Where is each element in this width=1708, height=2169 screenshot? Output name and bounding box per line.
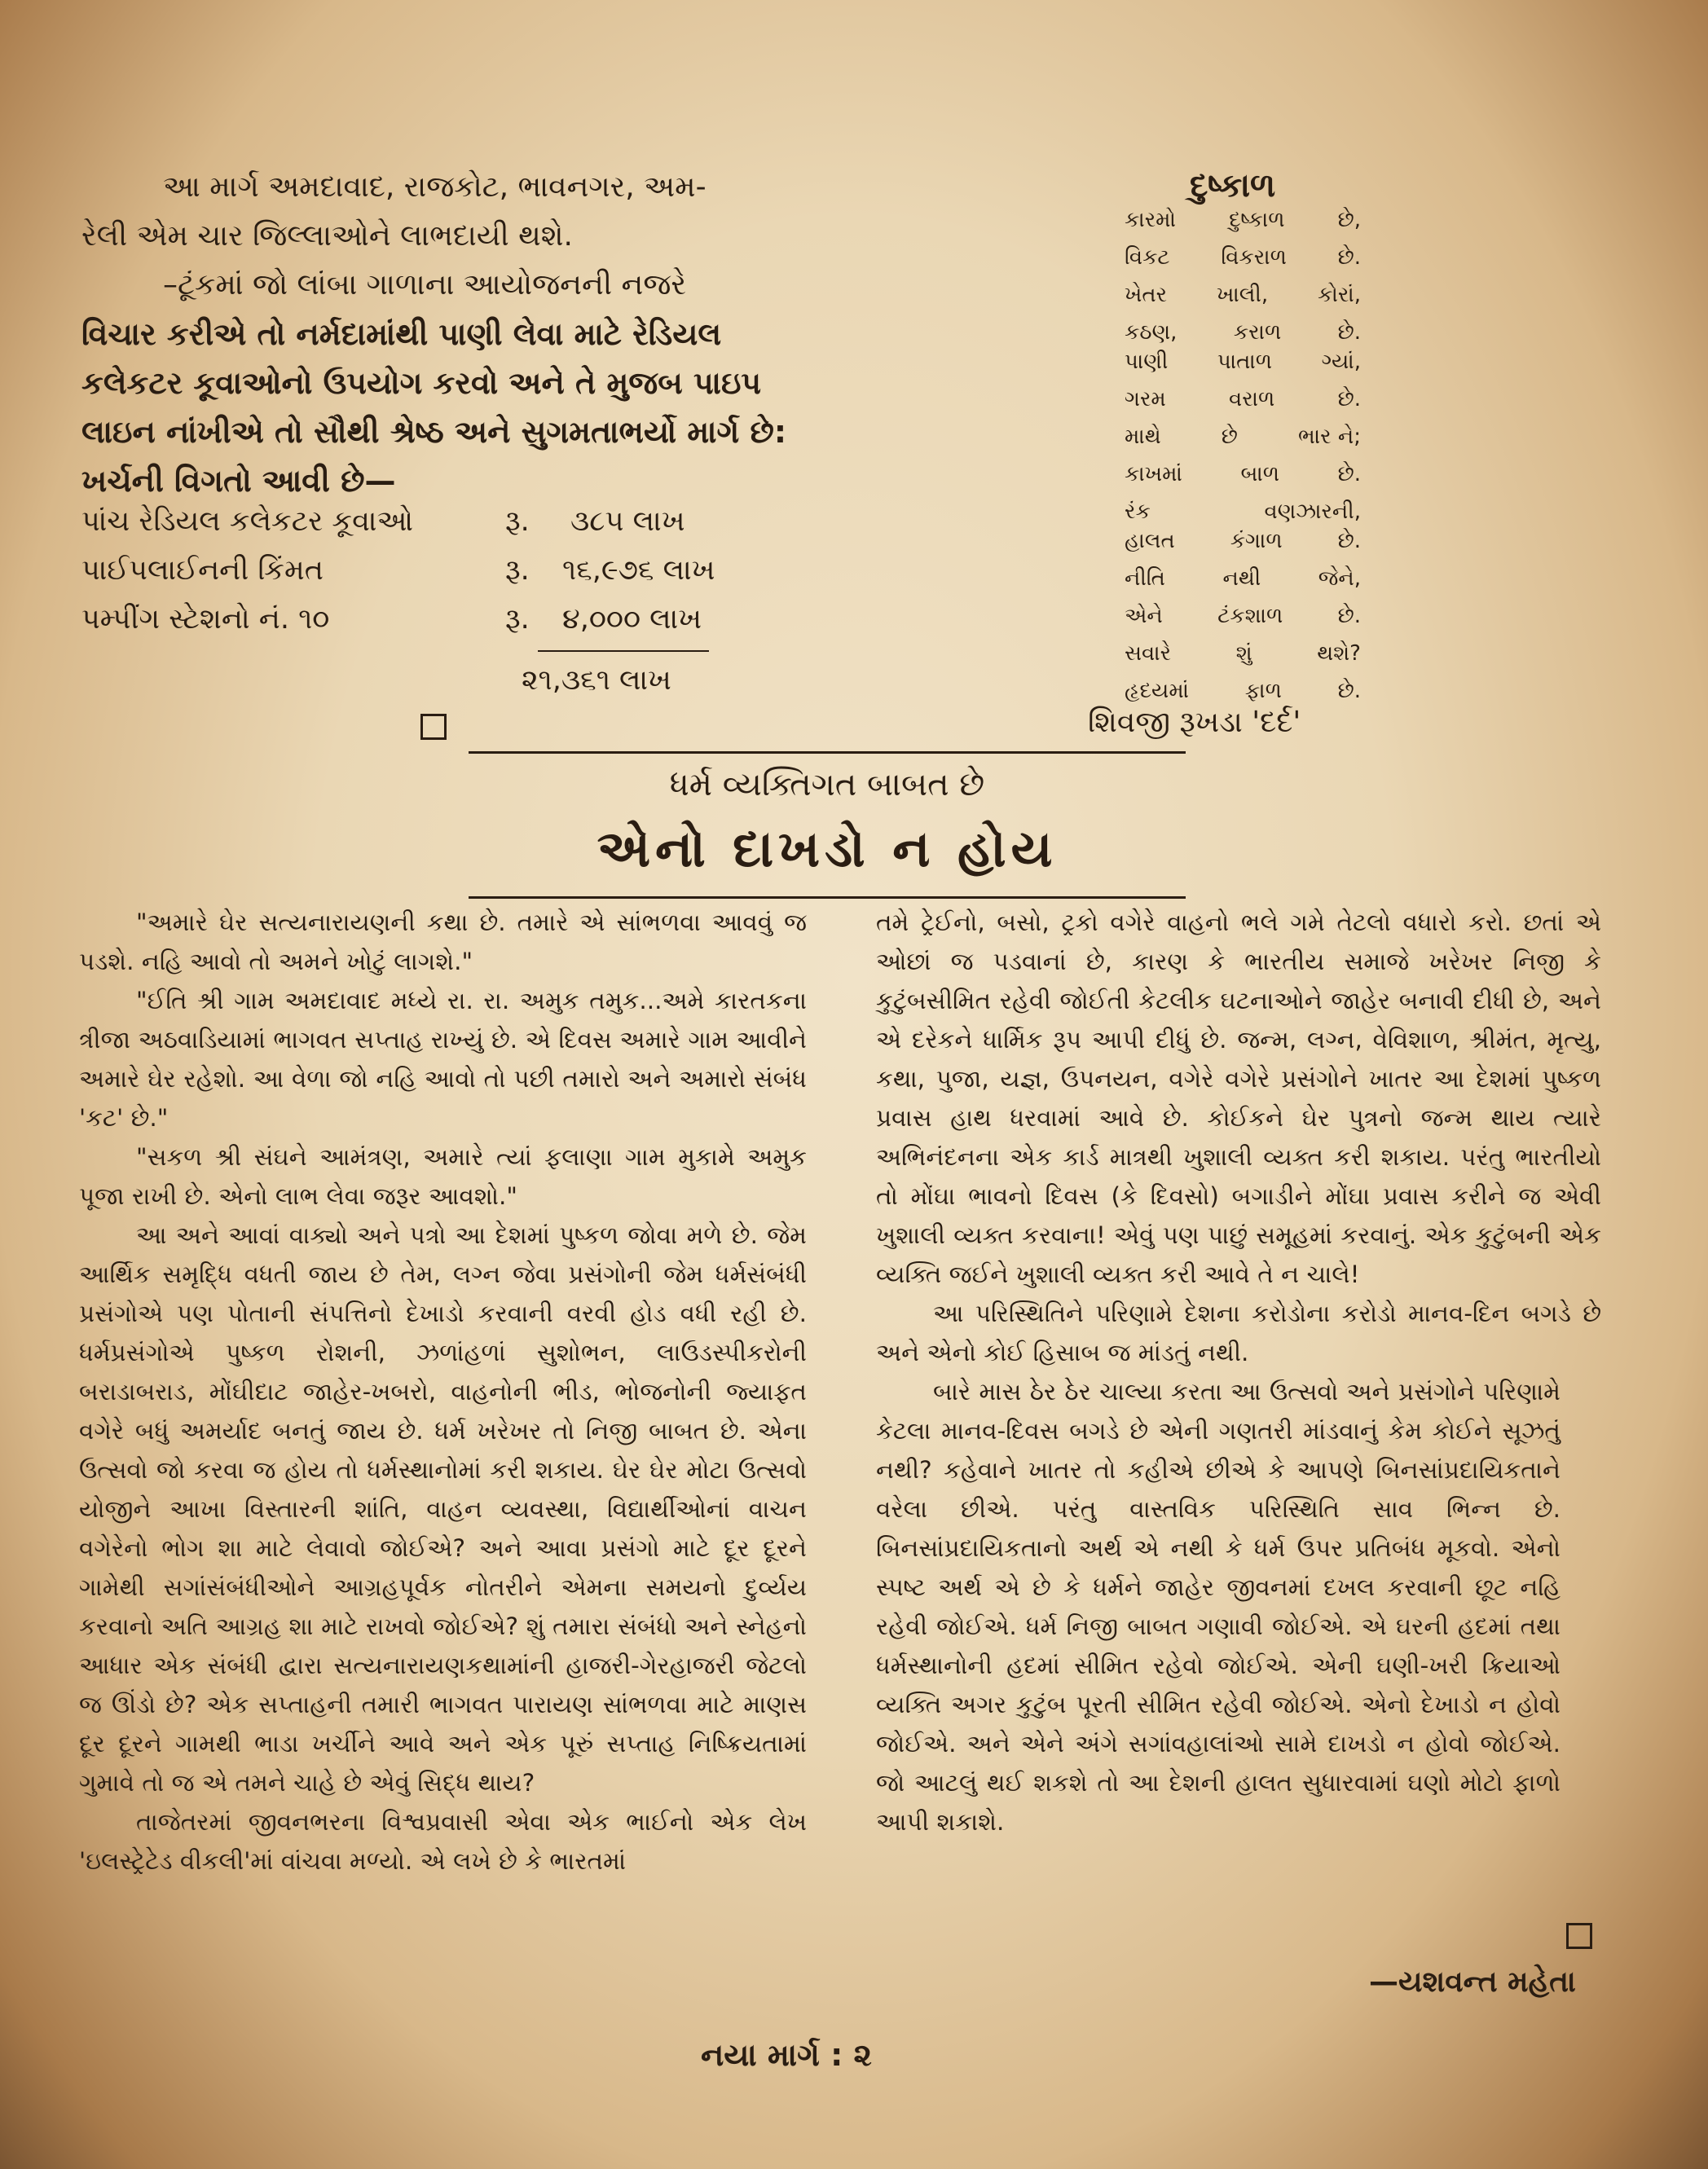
poem-line: સવારે શું થશે?	[1125, 641, 1361, 666]
paragraph: તમે ટ્રેઈનો, બસો, ટ્રકો વગેરે વાહનો ભલે ગમે તેટલો વધારો કરો. છતાં એ ઓછાં જ પડવાનાં છે, કારણ કે ભારતીય સમાજે ખરેખર નિજી કે કુટુંબસીમિત રહેવી જોઈતી કેટલીક ઘટનાઓને જાહેર બનાવી દીધી છે, અને એ દરેકને ધાર્મિક રૂપ આપી દીધું છે. જન્મ, લગ્ન, વેવિશાળ, શ્રીમંત, મૃત્યુ, કથા, પુજા, યજ્ઞ, ઉપનયન, વગેરે વગેરે પ્રસંગોને ખાતર આ દેશમાં પુષ્કળ પ્રવાસ હાથ ધરવામાં આવે છે. કોઈકને ઘેર પુત્રનો જન્મ થાય ત્યારે અભિનંદનના એક કાર્ડ માત્રથી ખુશાલી વ્યક્ત કરી શકાય. પરંતુ ભારતીયો તો મોંઘા ભાવનો દિવસ (કે દિવસો) બગાડીને મોંઘા પ્રવાસ કરીને જ એવી ખુશાલી વ્યક્ત કરવાના! એવું પણ પાછું સમૂહમાં કરવાનું. એક કુટુંબની એક વ્યક્તિ જઈને ખુશાલી વ્યક્ત કરી આવે તે ન ચાલે!	[876, 909, 1601, 1288]
paragraph: "સકળ શ્રી સંઘને આમંત્રણ, અમારે ત્યાં ફલાણા ગામ મુકામે અમુક પૂજા રાખી છે. એનો લાભ લેવા જરૂર આવશો."	[79, 1143, 807, 1210]
cost-total-row	[522, 664, 671, 697]
poem-line: કાખમાં બાળ છે.	[1125, 462, 1361, 486]
end-mark-box	[1566, 1923, 1592, 1949]
poem-line: પાણી પાતાળ ગ્યાં,	[1125, 350, 1361, 374]
article-title: એનો દાખડો ન હોય	[596, 819, 1058, 878]
cost-table	[81, 505, 733, 701]
cost-label: પાઈપલાઈનની કિંમત	[81, 554, 324, 587]
poem-line: કઠણ, કરાળ છે.	[1125, 320, 1361, 345]
paragraph: તાજેતરમાં જીવનભરના વિશ્વપ્રવાસી એવા એક ભાઈનો એક લેખ 'ઇલસ્ટ્રેટેડ વીકલી'માં વાંચવા મળ્યો. એ લખે છે કે ભારતમાં	[79, 1808, 807, 1875]
cost-value: ૩૮૫ લાખ	[570, 505, 685, 538]
poem-line: ખેતર ખાલી, કોરાં,	[1125, 283, 1361, 307]
poem-line: રંક વણઝારની,	[1125, 499, 1361, 524]
poem-author: શિવજી રૂખડા 'દર્દ'	[1088, 706, 1301, 739]
cost-value: ૧૬,૯૭૬ લાખ	[562, 554, 715, 587]
article-subtitle: ધર્મ વ્યક્તિગત બાબત છે	[669, 766, 985, 803]
poem-line: વિકટ વિકરાળ છે.	[1125, 245, 1361, 270]
intro-line: –ટૂંકમાં જો લાંબા ગાળાના આયોજનની નજરે	[163, 268, 687, 301]
heading-rule-top	[469, 751, 1186, 754]
poem-line: કારમો દુષ્કાળ છે,	[1125, 208, 1361, 232]
article-column-right	[876, 903, 1601, 1841]
paragraph: આ અને આવાં વાક્યો અને પત્રો આ દેશમાં પુષ્કળ જોવા મળે છે. જેમ આર્થિક સમૃદ્ધિ વધતી જાય છે તેમ, લગ્ન જેવા પ્રસંગોની જેમ ધર્મસંબંધી પ્રસંગોએ પણ પોતાની સંપત્તિનો દેખાડો કરવાની વરવી હોડ વધી રહી છે. ધર્મપ્રસંગોએ પુષ્કળ રોશની, ઝળાંહળાં સુશોભન, લાઉડસ્પીકરોની બરાડાબરાડ, મોંઘીદાટ જાહેર-ખબરો, વાહનોની ભીડ, ભોજનોની જ્યાફત વગેરે બધું અમર્યાદ બનતું જાય છે. ધર્મ ખરેખર તો નિજી બાબત છે. એના ઉત્સવો જો કરવા જ હોય તો ધર્મસ્થાનોમાં કરી શકાય. ઘેર ઘેર મોટા ઉત્સવો યોજીને આખા વિસ્તારની શાંતિ, વાહન વ્યવસ્થા, વિદ્યાર્થીઓનાં વાચન વગેરેનો ભોગ શા માટે લેવાવો જોઈએ? અને આવા પ્રસંગો માટે દૂર દૂરને ગામેથી સગાંસંબંધીઓને આગ્રહપૂર્વક નોતરીને એમના સમયનો દુર્વ્યય કરવાનો અતિ આગ્રહ શા માટે રાખવો જોઈએ? શું તમારા સંબંધો અને સ્નેહનો આધાર એક સંબંધી દ્વારા સત્યનારાયણકથામાંની હાજરી-ગેરહાજરી જેટલો જ ઊંડો છે? એક સપ્તાહની તમારી ભાગવત પારાયણ સાંભળવા માટે માણસ દૂર દૂરને ગામથી ભાડા ખર્ચીને આવે અને એક પૂરું સપ્તાહ નિષ્ક્રિયતામાં ગુમાવે તો જ એ તમને ચાહે છે એવું સિદ્ધ થાય?	[79, 1221, 807, 1797]
article-column-left	[79, 903, 807, 1881]
poem	[1125, 167, 1369, 721]
intro-line: કલેકટર કૂવાઓનો ઉપયોગ કરવો અને તે મુજબ પાઇપ	[81, 365, 762, 401]
paragraph: બારે માસ ઠેર ઠેર ચાલ્યા કરતા આ ઉત્સવો અને પ્રસંગોને પરિણામે કેટલા માનવ-દિવસ બગડે છે એની ગણતરી માંડવાનું કેમ કોઈને સૂઝતું નથી? કહેવાને ખાતર તો કહીએ છીએ કે આપણે બિનસાંપ્રદાયિકતાને વરેલા છીએ. પરંતુ વાસ્તવિક પરિસ્થિતિ સાવ ભિન્ન છે. બિનસાંપ્રદાયિકતાનો અર્થ એ નથી કે ધર્મ ઉપર પ્રતિબંધ મૂકવો. એનો સ્પષ્ટ અર્થ એ છે કે ધર્મને જાહેર જીવનમાં દખલ કરવાની છૂટ નહિ રહેવી જોઈએ. ધર્મ નિજી બાબત ગણાવી જોઈએ. એ ઘરની હદમાં તથા ધર્મસ્થાનોની હદમાં સીમિત રહેવો જોઈએ. એની ઘણી-ખરી ક્રિયાઓ વ્યક્તિ અગર કુટુંબ પૂરતી સીમિત રહેવી જોઈએ. એનો દેખાડો ન હોવો જોઈએ. અને એને અંગે સગાંવહાલાંઓ સામે દાખડો ન હોવો જોઈએ. જો આટલું થઈ શકશે તો આ દેશની હાલત સુધારવામાં ઘણો મોટો ફાળો આપી શકાશે.	[876, 1378, 1561, 1836]
cost-currency: રૂ.	[505, 505, 530, 538]
intro-line: રેલી એમ ચાર જિલ્લાઓને લાભદાયી થશે.	[81, 219, 573, 253]
end-mark-box	[420, 714, 447, 740]
cost-currency: રૂ.	[505, 554, 530, 587]
article-author: —યશવન્ત મહેતા	[1369, 1965, 1576, 1999]
intro-text-block	[81, 163, 799, 505]
intro-line: ખર્ચની વિગતો આવી છે—	[81, 463, 396, 499]
cost-value: ૪,૦૦૦ લાખ	[562, 603, 702, 636]
total-rule	[538, 650, 709, 652]
page-footer: નયા માર્ગ : ૨	[701, 2037, 872, 2073]
poem-title: દુષ્કાળ	[1190, 167, 1276, 205]
paragraph: "ઈતિ શ્રી ગામ અમદાવાદ મધ્યે રા. રા. અમુક તમુક...અમે કારતકના ત્રીજા અઠવાડિયામાં ભાગવત સપ્તાહ રાખ્યું છે. એ દિવસ અમારે ગામ આવીને અમારે ઘેર રહેશો. આ વેળા જો નહિ આવો તો પછી તમારો અને અમારો સંબંધ 'કટ' છે."	[79, 987, 807, 1132]
cost-label: પાંચ રેડિયલ કલેકટર કૂવાઓ	[81, 505, 413, 538]
heading-rule-bottom	[469, 896, 1186, 899]
intro-line: વિચાર કરીએ તો નર્મદામાંથી પાણી લેવા માટે રેડિયલ	[81, 316, 722, 352]
poem-line: માથે છે ભાર ને;	[1125, 425, 1361, 449]
cost-total: ૨૧,૩૬૧ લાખ	[522, 664, 671, 697]
poem-line: નીતિ નથી જેને,	[1125, 566, 1361, 591]
intro-line: લાઇન નાંખીએ તો સૌથી શ્રેષ્ઠ અને સુગમતાભર્યો માર્ગ છે:	[81, 414, 787, 450]
poem-line: એને ટંકશાળ છે.	[1125, 604, 1361, 628]
paragraph: આ પરિસ્થિતિને પરિણામે દેશના કરોડોના કરોડો માનવ-દિન બગડે છે અને એનો કોઈ હિસાબ જ માંડતું નથી.	[876, 1300, 1601, 1366]
poem-line: હાલત કંગાળ છે.	[1125, 529, 1361, 553]
intro-line: આ માર્ગ અમદાવાદ, રાજકોટ, ભાવનગર, અમ-	[163, 170, 707, 204]
poem-line: ગરમ વરાળ છે.	[1125, 387, 1361, 411]
poem-line: હૃદયમાં ફાળ છે.	[1125, 679, 1361, 703]
paragraph: "અમારે ઘેર સત્યનારાયણની કથા છે. તમારે એ સાંભળવા આવવું જ પડશે. નહિ આવો તો અમને ખોટું લાગશે."	[79, 909, 807, 975]
cost-currency: રૂ.	[505, 603, 530, 636]
cost-label: પમ્પીંગ સ્ટેશનો નં. ૧૦	[81, 603, 330, 636]
